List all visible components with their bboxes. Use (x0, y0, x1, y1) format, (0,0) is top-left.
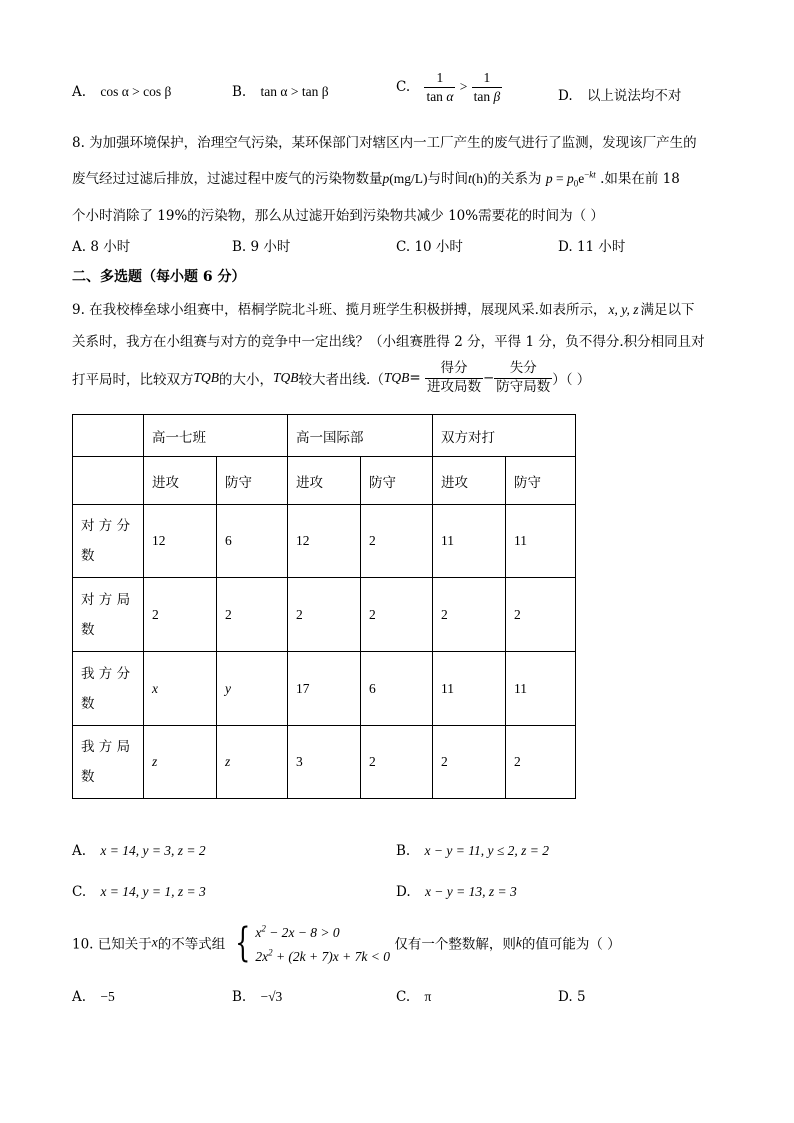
table-cell: 2 (506, 726, 576, 799)
q9-option-a (72, 843, 206, 859)
q10-option-b-letter: B. (232, 989, 247, 1005)
table-header-head-to-head: 双方对打 (433, 415, 576, 457)
q8-option-a-letter: A. (72, 239, 87, 255)
table-cell: 11 (506, 505, 576, 578)
q8-option-b-text: 9 小时 (250, 239, 291, 255)
q8-unit-p: (mg/L) (389, 171, 428, 186)
q9-option-d (396, 884, 517, 900)
q9-option-c (72, 884, 206, 900)
q9-frac-loss (494, 361, 552, 395)
q8-line-2-a: 废气经过过滤后排放，过滤过程中废气的污染物数量 (72, 171, 383, 187)
row-label-part: 对 方 分 (81, 518, 131, 534)
q9-line-1 (72, 298, 694, 318)
q8-option-a (72, 235, 130, 255)
q8-var-t: t (468, 171, 472, 186)
table-cell: 11 (433, 652, 506, 726)
q8-line-2 (72, 167, 680, 189)
table-cell: 2 (506, 578, 576, 652)
table-row-label (73, 578, 144, 652)
q9-equals: = (409, 370, 421, 387)
table-cell: 2 (433, 578, 506, 652)
row-label-part: 数 (81, 769, 95, 785)
table-header-international: 高一国际部 (288, 415, 433, 457)
q10-option-b (232, 989, 282, 1005)
q7-option-c-frac-right: $\frac{1}{\text{tan β}}$ (473, 70, 501, 104)
q10-option-c (396, 989, 431, 1005)
q9-frac-loss-den: 防守局数 (496, 378, 551, 395)
table-cell: x (144, 652, 217, 726)
q10-stem-a: 10. 已知关于 (72, 936, 152, 953)
table-cell: 11 (506, 652, 576, 726)
q9-tqb-2: TQB (273, 370, 299, 386)
q9-line-1-b: 满足以下 (640, 302, 695, 318)
row-label-part: 数 (81, 548, 95, 564)
q9-frac-score-num: 得分 (425, 361, 483, 379)
q7-option-b (232, 84, 329, 100)
q9-line-3-b: 的大小， (219, 372, 274, 389)
q7-option-a-letter: A. (72, 84, 87, 100)
q10-option-c-value: π (424, 989, 432, 1004)
table-row (73, 578, 576, 652)
table-subheader-cell: 进攻 (433, 457, 506, 505)
table-cell: 2 (361, 726, 433, 799)
q8-option-a-text: 8 小时 (90, 239, 131, 255)
q9-line-3-a: 打平局时，比较双方 (72, 372, 194, 389)
left-brace-icon: { (234, 919, 250, 966)
q9-frac-score-den: 进攻局数 (426, 378, 481, 395)
table-cell: 17 (288, 652, 361, 726)
q7-option-d-letter: D. (558, 88, 573, 104)
q8-unit-t: (h) (471, 171, 488, 186)
q10-option-c-letter: C. (396, 989, 411, 1005)
q9-option-c-formula: x = 14, y = 1, z = 3 (100, 884, 206, 899)
table-cell: 2 (361, 578, 433, 652)
q9-option-b-letter: B. (396, 843, 411, 859)
q9-vars: x, y, z (608, 302, 639, 317)
q10-stem-d: 的值可能为（ ） (521, 936, 621, 953)
q9-frac-score (425, 361, 483, 395)
q7-option-a (72, 84, 171, 100)
q10-option-d (558, 989, 586, 1005)
table-subheader-cell: 防守 (217, 457, 288, 505)
table-cell: 2 (361, 505, 433, 578)
q9-tqb-3: TQB (383, 370, 410, 386)
q8-option-b (232, 235, 290, 255)
q9-line-1-a: 9. 在我校棒垒球小组赛中，梧桐学院北斗班、揽月班学生积极拼搏，展现风采.如表所示， (72, 302, 607, 318)
q8-option-c-letter: C. (396, 239, 411, 255)
table-cell: 2 (217, 578, 288, 652)
table-subheader-row (73, 457, 576, 505)
q10-inequality-2: $2x^2 + (2k + 7)x + 7k < 0$ (255, 947, 391, 964)
table-row (73, 652, 576, 726)
table-header-row (73, 415, 576, 457)
table-cell: 6 (361, 652, 433, 726)
table-cell: 6 (217, 505, 288, 578)
q9-minus: − (482, 370, 495, 387)
q8-option-d (558, 235, 625, 255)
table-subheader-corner (73, 457, 144, 505)
q10-option-b-value: −√3 (260, 989, 283, 1004)
table-row (73, 726, 576, 799)
q9-option-d-letter: D. (396, 884, 411, 900)
table-row-label (73, 652, 144, 726)
q8-option-d-letter: D. (558, 239, 573, 255)
q8-formula: $p = p_0e^{-kt}$ (545, 169, 596, 189)
q8-option-c (396, 235, 463, 255)
table-cell: y (217, 652, 288, 726)
section-title-multiple-choice: 二、多选题（每小题 6 分） (72, 269, 246, 285)
q10-var-x: x (151, 934, 158, 950)
q9-option-a-formula: x = 14, y = 3, z = 2 (100, 843, 206, 858)
q7-option-b-formula: tan α > tan β (260, 84, 329, 99)
q7-option-c-letter: C. (396, 79, 411, 96)
table-cell: 2 (144, 578, 217, 652)
q7-option-d (558, 84, 681, 104)
q9-frac-loss-num: 失分 (494, 361, 552, 379)
q10-option-d-letter: D. (558, 989, 573, 1005)
q7-option-d-text: 以上说法均不对 (586, 88, 682, 104)
q9-tqb-1: TQB (193, 370, 220, 386)
table-cell: 2 (433, 726, 506, 799)
table-cell: 12 (144, 505, 217, 578)
q10-stem (72, 918, 621, 967)
table-cell: 2 (288, 578, 361, 652)
row-label-part: 数 (81, 695, 95, 712)
q9-line-2: 关系时，我方在小组赛与对方的竞争中一定出线？（小组赛胜得 2 分，平得 1 分，负不得分.积分相同且对 (72, 334, 705, 350)
q9-option-d-formula: x − y = 13, z = 3 (424, 884, 517, 899)
table-subheader-cell: 进攻 (144, 457, 217, 505)
q8-option-b-letter: B. (232, 239, 247, 255)
q7-option-c-frac-left: $\frac{1}{\text{tan α}}$ (426, 70, 454, 104)
row-label-part: 我 方 局 (81, 739, 131, 755)
table-corner-cell (73, 415, 144, 457)
q10-stem-c: 仅有一个整数解，则 (394, 936, 516, 953)
table-row (73, 505, 576, 578)
q10-option-a-value: −5 (100, 989, 115, 1004)
table-header-class7: 高一七班 (144, 415, 288, 457)
q10-option-a (72, 989, 115, 1005)
q10-var-k: k (515, 934, 522, 950)
q8-line-2-b: 与时间 (427, 171, 468, 187)
q8-line-2-c: 的关系为 (487, 171, 542, 187)
table-row-label (73, 505, 144, 578)
q9-option-a-letter: A. (72, 843, 87, 859)
table-cell: z (217, 726, 288, 799)
table-cell: 12 (288, 505, 361, 578)
q8-option-d-text: 11 小时 (576, 239, 626, 255)
q8-option-c-text: 10 小时 (414, 239, 463, 255)
table-row-label (73, 726, 144, 799)
q9-line-3-c: 较大者出线.（ (298, 372, 384, 389)
table-subheader-cell: 防守 (361, 457, 433, 505)
q8-line-2-d: .如果在前 18 (600, 171, 680, 187)
q9-line-3 (72, 361, 590, 395)
q8-line-3: 个小时消除了 19%的污染物，那么从过滤开始到污染物共减少 10%需要花的时间为（ ） (72, 208, 604, 224)
q10-inequality-1: $x^2 - 2x - 8 > 0$ (255, 923, 340, 940)
q8-var-p: p (382, 171, 390, 186)
row-label-part: 我 方 分 (81, 665, 131, 682)
q10-stem-b: 的不等式组 (157, 936, 226, 953)
row-label-part: 对 方 局 (81, 591, 131, 608)
table-subheader-cell: 进攻 (288, 457, 361, 505)
q7-option-b-letter: B. (232, 84, 247, 100)
q9-option-b (396, 843, 549, 859)
q9-score-table (72, 414, 576, 799)
table-subheader-cell: 防守 (506, 457, 576, 505)
table-cell: z (144, 726, 217, 799)
row-label-part: 数 (81, 621, 95, 638)
q8-line-1: 8. 为加强环境保护，治理空气污染，某环保部门对辖区内一工厂产生的废气进行了监测，发现该厂产生的 (72, 135, 697, 151)
q7-option-a-formula: cos α > cos β (100, 84, 172, 99)
table-cell: 3 (288, 726, 361, 799)
q10-inequality-system (230, 918, 390, 967)
table-cell: 11 (433, 505, 506, 578)
q9-option-c-letter: C. (72, 884, 87, 900)
q10-option-d-text: 5 (576, 989, 586, 1005)
q10-option-a-letter: A. (72, 989, 87, 1005)
q9-line-3-d: ）（ ） (552, 372, 591, 389)
q9-option-b-formula: x − y = 11, y ≤ 2, z = 2 (424, 843, 549, 858)
q7-option-c: C. $\frac{1}{\text{tan α}}$ > $\frac{1}{\text{tan β}}$ (396, 70, 501, 104)
